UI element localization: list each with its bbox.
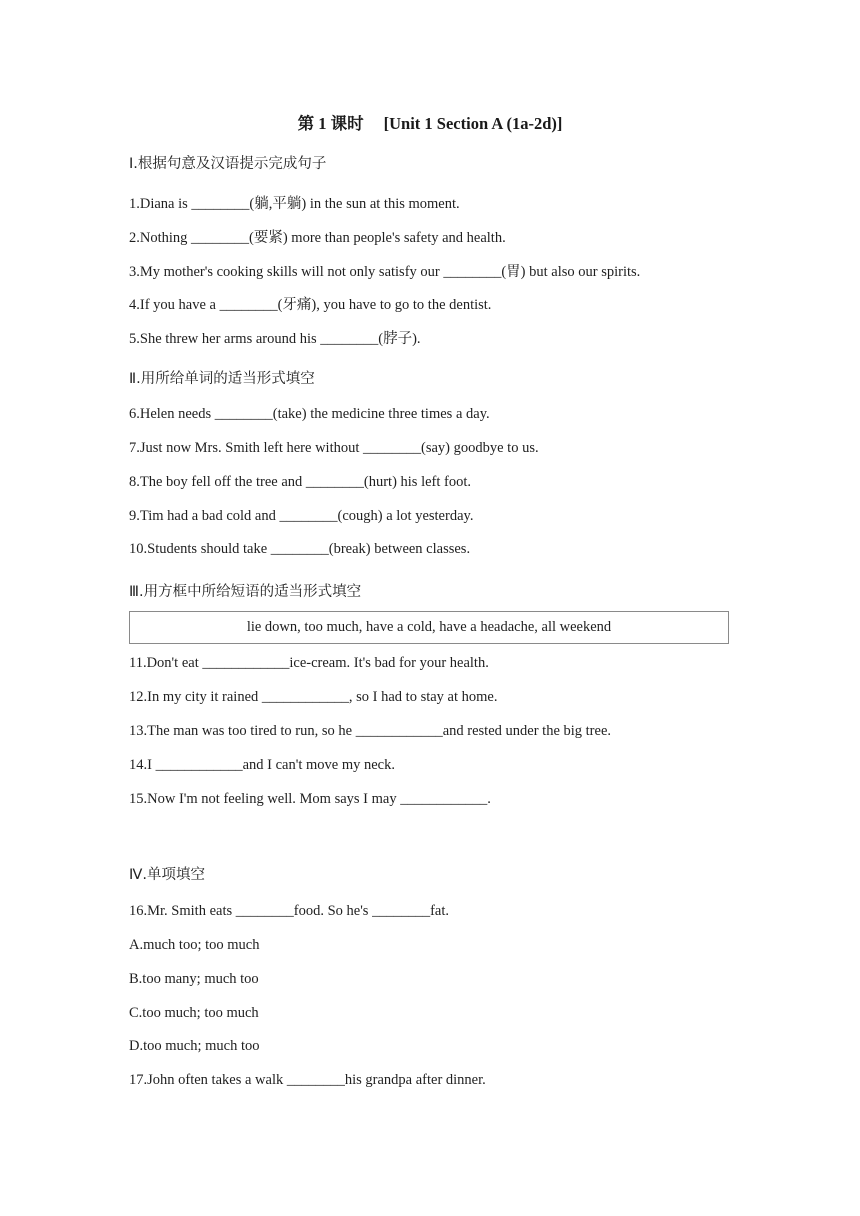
section-heading-3: Ⅲ.用方框中所给短语的适当形式填空 [129,584,362,600]
question-1: 1.Diana is ________(躺,平躺) in the sun at this moment. [129,196,460,212]
phrase-box [129,611,729,644]
option-b: B.too many; much too [129,971,259,987]
question-5: 5.She threw her arms around his ________(脖子). [129,331,421,347]
option-c: C.too much; too much [129,1005,259,1021]
page-title [0,110,860,134]
question-4: 4.If you have a ________(牙痛), you have to go to the dentist. [129,297,492,313]
question-2: 2.Nothing ________(要紧) more than people's safety and health. [129,230,506,246]
section-heading-1: Ⅰ.根据句意及汉语提示完成句子 [129,156,327,172]
question-17: 17.John often takes a walk ________his grandpa after dinner. [129,1072,486,1088]
question-16: 16.Mr. Smith eats ________food. So he's ________fat. [129,903,449,919]
unit-label: [Unit 1 Section A (1a-2d)] [383,114,563,133]
question-10: 10.Students should take ________(break) between classes. [129,541,471,557]
option-d: D.too much; much too [129,1038,260,1054]
question-3: 3.My mother's cooking skills will not only satisfy our ________(胃) but also our spirits. [129,264,641,280]
question-15: 15.Now I'm not feeling well. Mom says I may ____________. [129,791,491,807]
phrase-box-text: lie down, too much, have a cold, have a headache, all weekend [246,619,612,635]
lesson-label: 第 1 课时 [297,114,364,133]
question-8: 8.The boy fell off the tree and ________(hurt) his left foot. [129,474,472,490]
option-a: A.much too; too much [129,937,260,953]
question-7: 7.Just now Mrs. Smith left here without ________(say) goodbye to us. [129,440,539,456]
question-9: 9.Tim had a bad cold and ________(cough) a lot yesterday. [129,508,474,524]
section-heading-4: Ⅳ.单项填空 [129,867,205,883]
question-14: 14.I ____________and I can't move my neck. [129,757,395,773]
question-11: 11.Don't eat ____________ice-cream. It's bad for your health. [129,655,489,671]
question-13: 13.The man was too tired to run, so he ____________and rested under the big tree. [129,723,612,739]
section-heading-2: Ⅱ.用所给单词的适当形式填空 [129,371,315,387]
question-6: 6.Helen needs ________(take) the medicine three times a day. [129,406,490,422]
question-12: 12.In my city it rained ____________, so I had to stay at home. [129,689,498,705]
